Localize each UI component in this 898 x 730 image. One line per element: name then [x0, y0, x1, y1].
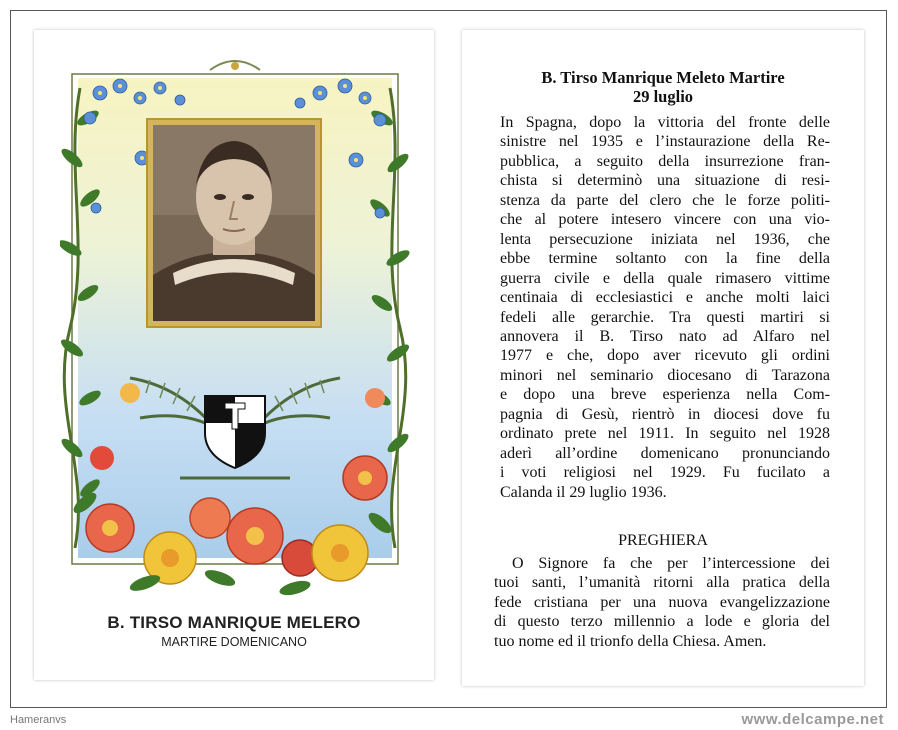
biography-line: 1977 e che, dopo aver ricevuto gli ordini: [500, 347, 830, 365]
biography-line: pagnia di Gesù, rientrò in diocesi dove fu: [500, 405, 830, 423]
biography-line: In Spagna, dopo la vittoria del fronte delle: [500, 114, 830, 131]
biography-title: [462, 68, 864, 106]
holy-card-front: [34, 30, 434, 680]
biography-line: pubblica, a seguito della insurrezione fran-: [500, 152, 830, 170]
prayer-line: fede cristiana per una nuova evangelizzazione: [494, 593, 830, 611]
biography-line: ebbe termine soltanto con la fine della: [500, 250, 830, 268]
prayer-heading: PREGHIERA: [618, 532, 708, 549]
biography-line: lenta persecuzione iniziata nel 1936, che: [500, 230, 830, 248]
biography-line: ordinato prete nel 1911. In seguito nel 1928: [500, 425, 830, 443]
biography-line: sinistre nel 1935 e l’instaurazione della Re-: [500, 133, 830, 151]
biography-line: stenza da parte del clero che le forze politi-: [500, 191, 830, 209]
biography-line: Calanda il 29 luglio 1936.: [500, 483, 667, 501]
biography-line: e dopo una breve esperienza nella Com-: [500, 386, 830, 404]
biography-line: chista si determinò una situazione di resi-: [500, 172, 830, 190]
prayer-line: tuo nome ed il trionfo della Chiesa. Amen.: [494, 632, 767, 650]
biography-line: i voti religiosi nel 1929. Fu fucilato a: [500, 464, 830, 482]
prayer-text: [494, 554, 830, 651]
portrait-frame: [146, 118, 322, 328]
portrait-photo: [153, 125, 315, 321]
biography-text: [500, 113, 830, 502]
prayer-line: di questo terzo millennio a lode e gloria del: [494, 613, 830, 631]
biography-title-line: B. Tirso Manrique Meleto Martire: [541, 68, 785, 87]
biography-line: guerra civile e della quale rimasero vittime: [500, 269, 830, 287]
biography-line: aderì all’ordine domenicano pronunciando: [500, 444, 830, 462]
biography-line: annovera il B. Tirso nato ad Alfaro nel: [500, 327, 830, 345]
site-watermark: www.delcampe.net: [741, 711, 884, 728]
feast-date: 29 luglio: [632, 87, 694, 106]
prayer-line: O Signore fa che per l’intercessione dei: [512, 555, 830, 572]
saint-name-caption: B. TIRSO MANRIQUE MELERO: [107, 613, 361, 632]
biography-line: minori nel seminario diocesano di Tarazona: [500, 366, 830, 384]
biography-line: centinaia di ecclesiastici e anche molti laici: [500, 289, 830, 307]
biography-line: fedeli alle gerarchie. Tra questi martiri si: [500, 308, 830, 326]
biography-line: che al potere intesero vincere con una vio-: [500, 211, 830, 229]
holy-card-back: [462, 30, 864, 686]
uploader-watermark: Hameranvs: [10, 714, 67, 726]
saint-subtitle-caption: MARTIRE DOMENICANO: [161, 635, 307, 649]
prayer-line: tuoi santi, l’umanità ritorni alla pratica della: [494, 574, 830, 592]
